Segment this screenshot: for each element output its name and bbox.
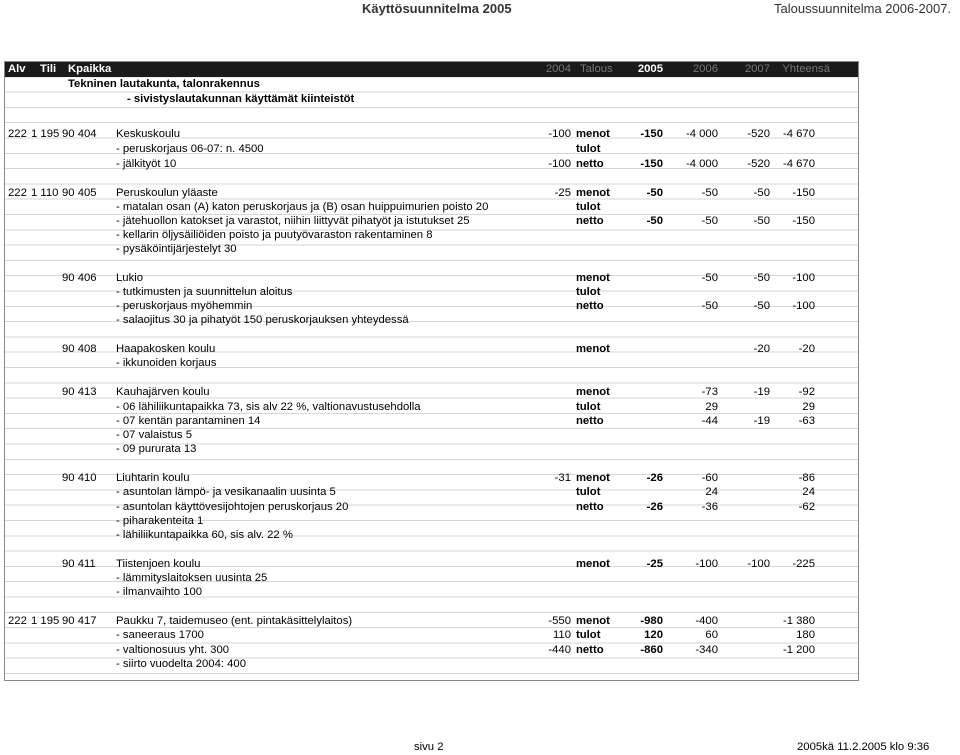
table-row (5, 313, 858, 328)
cell-description: - 06 lähiliikuntapaikka 73, sis alv 22 %, valtionavustusehdolla (116, 401, 421, 413)
col-header-2005: 2005 (637, 63, 663, 75)
col-header-alv: Alv (8, 63, 26, 75)
cell-description: Lukio (116, 272, 144, 284)
cell-description: - peruskorjaus 06-07: n. 4500 (116, 143, 264, 155)
cell-2006: -100 (695, 558, 718, 570)
cell-description: - 07 kentän parantaminen 14 (116, 415, 261, 427)
cell-yhteensa: -1 380 (782, 615, 815, 627)
cell-description: Kauhajärven koulu (116, 386, 210, 398)
table-row (5, 471, 858, 486)
cell-2006: -50 (701, 300, 718, 312)
cell-2006: -60 (701, 472, 718, 484)
table-row (5, 628, 858, 643)
table-row (5, 557, 858, 572)
cell-2006: -50 (701, 187, 718, 199)
cell-kpaikka: 90 411 (62, 558, 96, 570)
table-row (5, 657, 858, 672)
cell-2006: -4 000 (685, 128, 718, 140)
table-row (5, 356, 858, 371)
cell-talous: netto (576, 415, 604, 427)
cell-alv: 222 (8, 615, 27, 627)
cell-2007: -50 (753, 215, 770, 227)
cell-2005: -50 (646, 215, 663, 227)
table-row (5, 142, 858, 157)
col-header-talous: Talous (580, 63, 613, 75)
table-header (5, 62, 858, 77)
cell-description: Peruskoulun yläaste (116, 187, 218, 199)
cell-2007: -100 (747, 558, 770, 570)
cell-description: - 07 valaistus 5 (116, 429, 192, 441)
table-row (5, 285, 858, 300)
cell-2007: -19 (753, 386, 770, 398)
cell-description: - peruskorjaus myöhemmin (116, 300, 253, 312)
budget-table (4, 61, 859, 681)
cell-talous: menot (576, 187, 610, 199)
cell-description: - matalan osan (A) katon peruskorjaus ja (B) osan huippuimurien poisto 20 (116, 201, 489, 213)
cell-talous: netto (576, 215, 604, 227)
table-row (5, 186, 858, 201)
cell-2005: -50 (646, 187, 663, 199)
table-row (5, 442, 858, 457)
col-header-2007: 2007 (744, 63, 770, 75)
cell-talous: tulot (576, 401, 601, 413)
section-subtitle-row (5, 92, 858, 107)
table-row (5, 514, 858, 529)
table-row (5, 228, 858, 243)
col-header-tili: Tili (40, 63, 57, 75)
cell-description: - tutkimusten ja suunnittelun aloitus (116, 286, 293, 298)
table-row (5, 400, 858, 415)
table-row (5, 342, 858, 357)
section-title: Tekninen lautakunta, talonrakennus (68, 78, 260, 90)
cell-yhteensa: -100 (792, 300, 815, 312)
cell-2006: -73 (701, 386, 718, 398)
cell-2006: 60 (705, 629, 718, 641)
cell-2004: -100 (548, 158, 571, 170)
cell-yhteensa: -150 (792, 215, 815, 227)
cell-description: Haapakosken koulu (116, 343, 216, 355)
table-row (5, 299, 858, 314)
cell-description: - piharakenteita 1 (116, 515, 204, 527)
table-row (5, 643, 858, 658)
table-row (5, 428, 858, 443)
col-header-2004: 2004 (545, 63, 571, 75)
cell-yhteensa: -1 200 (782, 644, 815, 656)
cell-description: - jälkityöt 10 (116, 158, 177, 170)
cell-yhteensa: -150 (792, 187, 815, 199)
section-subtitle: - sivistyslautakunnan käyttämät kiinteistöt (127, 93, 355, 105)
cell-talous: netto (576, 501, 604, 513)
footer-page: sivu 2 (414, 741, 444, 753)
cell-talous: menot (576, 558, 610, 570)
cell-talous: menot (576, 472, 610, 484)
cell-2006: -400 (695, 615, 718, 627)
cell-talous: tulot (576, 286, 601, 298)
cell-2007: -520 (747, 128, 770, 140)
cell-description: - valtionosuus yht. 300 (116, 644, 230, 656)
cell-2005: -26 (646, 501, 663, 513)
cell-kpaikka: 90 410 (62, 472, 97, 484)
cell-2005: 120 (644, 629, 663, 641)
cell-2007: -19 (753, 415, 770, 427)
cell-yhteensa: -86 (798, 472, 815, 484)
cell-description: - ilmanvaihto 100 (116, 586, 203, 598)
table-row (5, 485, 858, 500)
cell-2005: -980 (640, 615, 663, 627)
cell-description: - jätehuollon katokset ja varastot, niihin liittyvät pihatyöt ja istutukset 25 (116, 215, 470, 227)
cell-2004: -440 (548, 644, 571, 656)
cell-2004: -31 (554, 472, 571, 484)
cell-2004: -550 (548, 615, 571, 627)
cell-yhteensa: 29 (802, 401, 815, 413)
footer-file: 2005kä 11.2.2005 klo 9:36 (797, 741, 930, 753)
cell-2007: -520 (747, 158, 770, 170)
cell-description: - siirto vuodelta 2004: 400 (116, 658, 246, 670)
cell-talous: menot (576, 386, 610, 398)
cell-talous: tulot (576, 486, 601, 498)
cell-yhteensa: -63 (798, 415, 815, 427)
cell-2006: -50 (701, 272, 718, 284)
table-row (5, 385, 858, 400)
cell-yhteensa: -92 (798, 386, 815, 398)
cell-description: - ikkunoiden korjaus (116, 357, 217, 369)
cell-2006: -340 (695, 644, 718, 656)
page-header-right: Taloussuunnitelma 2006-2007. (774, 1, 952, 16)
table-row (5, 528, 858, 543)
cell-2004: 110 (552, 629, 571, 641)
cell-description: Tiistenjoen koulu (116, 558, 201, 570)
cell-description: - asuntolan käyttövesijohtojen peruskorjaus 20 (116, 501, 349, 513)
page-header-left: Käyttösuunnitelma 2005 (362, 1, 512, 16)
cell-2005: -25 (646, 558, 663, 570)
cell-yhteensa: -100 (792, 272, 815, 284)
cell-2006: -36 (701, 501, 718, 513)
cell-2005: -150 (640, 158, 663, 170)
table-row (5, 214, 858, 229)
table-row (5, 200, 858, 215)
col-header-yhteensa: Yhteensä (782, 63, 830, 75)
cell-kpaikka: 90 408 (62, 343, 97, 355)
cell-yhteensa: -4 670 (782, 128, 815, 140)
cell-description: - pysäköintijärjestelyt 30 (116, 243, 237, 255)
cell-2007: -50 (753, 272, 770, 284)
cell-talous: tulot (576, 201, 601, 213)
table-row (5, 414, 858, 429)
table-row (5, 157, 858, 172)
cell-2004: -25 (554, 187, 571, 199)
table-row (5, 585, 858, 600)
cell-tili: 1 110 (31, 187, 59, 199)
cell-talous: netto (576, 300, 604, 312)
cell-kpaikka: 90 405 (62, 187, 97, 199)
cell-yhteensa: -4 670 (782, 158, 815, 170)
cell-tili: 1 195 (31, 128, 60, 140)
col-header-kpaikka: Kpaikka (68, 63, 112, 75)
cell-talous: menot (576, 128, 610, 140)
cell-alv: 222 (8, 187, 27, 199)
cell-description: Liuhtarin koulu (116, 472, 190, 484)
cell-2007: -50 (753, 187, 770, 199)
table-row (5, 500, 858, 515)
cell-description: - salaojitus 30 ja pihatyöt 150 peruskorjauksen yhteydessä (116, 314, 409, 326)
cell-talous: netto (576, 644, 604, 656)
table-row (5, 242, 858, 257)
table-row (5, 127, 858, 142)
cell-talous: tulot (576, 143, 601, 155)
cell-2005: -150 (640, 128, 663, 140)
cell-2006: 24 (705, 486, 718, 498)
cell-2007: -50 (753, 300, 770, 312)
col-header-2006: 2006 (692, 63, 718, 75)
cell-description: - lähiliikuntapaikka 60, sis alv. 22 % (116, 529, 293, 541)
cell-talous: menot (576, 272, 610, 284)
cell-2006: -44 (701, 415, 718, 427)
cell-kpaikka: 90 413 (62, 386, 97, 398)
cell-2006: 29 (705, 401, 718, 413)
cell-yhteensa: -62 (798, 501, 815, 513)
cell-description: - lämmityslaitoksen uusinta 25 (116, 572, 268, 584)
cell-description: - saneeraus 1700 (116, 629, 204, 641)
cell-kpaikka: 90 404 (62, 128, 97, 140)
table-row (5, 271, 858, 286)
table-row (5, 571, 858, 586)
cell-alv: 222 (8, 128, 27, 140)
cell-talous: menot (576, 615, 610, 627)
cell-description: - 09 pururata 13 (116, 443, 197, 455)
cell-talous: netto (576, 158, 604, 170)
cell-description: - asuntolan lämpö- ja vesikanaalin uusinta 5 (116, 486, 336, 498)
cell-2007: -20 (753, 343, 770, 355)
section-title-row (5, 77, 858, 92)
cell-yhteensa: -20 (798, 343, 815, 355)
cell-2006: -4 000 (685, 158, 718, 170)
cell-kpaikka: 90 417 (62, 615, 97, 627)
cell-talous: menot (576, 343, 610, 355)
cell-tili: 1 195 (31, 615, 60, 627)
cell-yhteensa: 180 (796, 629, 815, 641)
cell-description: Paukku 7, taidemuseo (ent. pintakäsittelylaitos) (116, 615, 353, 627)
cell-description: - kellarin öljysäiliöiden poisto ja puutyövaraston rakentaminen 8 (116, 229, 433, 241)
cell-2005: -26 (646, 472, 663, 484)
cell-2005: -860 (640, 644, 663, 656)
table-row (5, 614, 858, 629)
cell-yhteensa: 24 (802, 486, 815, 498)
cell-2004: -100 (548, 128, 571, 140)
cell-description: Keskuskoulu (116, 128, 181, 140)
cell-kpaikka: 90 406 (62, 272, 97, 284)
cell-yhteensa: -225 (792, 558, 815, 570)
cell-2006: -50 (701, 215, 718, 227)
cell-talous: tulot (576, 629, 601, 641)
